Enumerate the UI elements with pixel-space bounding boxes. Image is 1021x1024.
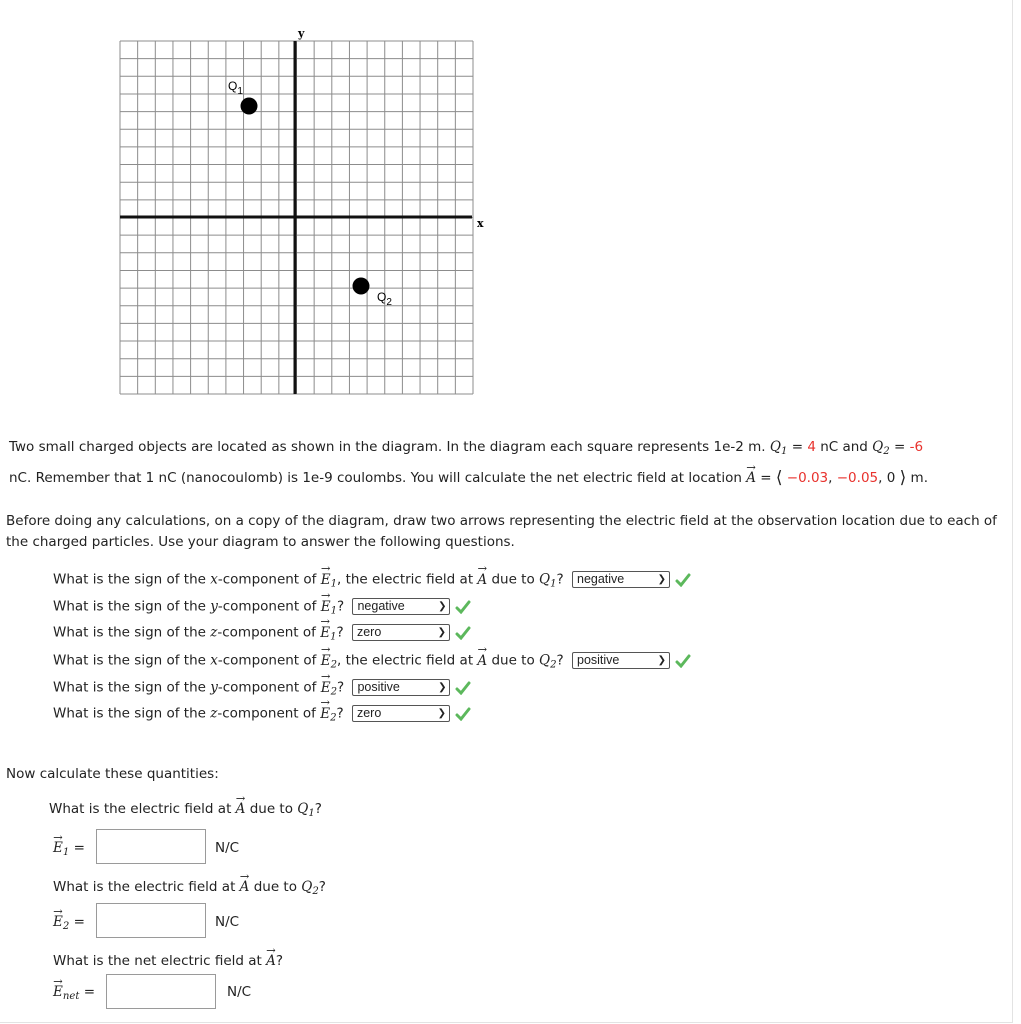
check-icon (455, 626, 471, 640)
chevron-down-icon: ❯ (437, 627, 446, 638)
chevron-down-icon: ❯ (438, 682, 447, 693)
x-axis-label: x (477, 217, 484, 230)
e2-input[interactable] (96, 903, 206, 938)
sign-question-6: What is the sign of the z-component of → $E_2$? zero ❯ (53, 705, 471, 722)
location-z: 0 (886, 470, 896, 486)
y-axis-label: y (298, 27, 305, 40)
check-icon (455, 707, 471, 721)
charge-q2-label: $Q_2$ (377, 290, 392, 308)
location-unit: m. (910, 470, 928, 486)
e2-unit: N/C (215, 914, 240, 930)
check-icon (675, 654, 691, 668)
sign-question-3: What is the sign of the z-component of → $E_1$? zero ❯ (53, 624, 471, 641)
check-icon (455, 681, 471, 695)
sign-select-e2-x[interactable]: positive ❯ (572, 652, 670, 669)
intro-line-2: nC. Remember that 1 nC (nanocoulomb) is 1e-9 coulombs. You will calculate the net electric field at location → A = ⟨ −0.03, −0.05, 0 ⟩ m. (9, 468, 928, 488)
e1-input[interactable] (96, 829, 206, 864)
charge-q1-label: $Q_1$ (228, 79, 243, 97)
chevron-down-icon: ❯ (438, 601, 447, 612)
intro-text-a: Two small charged objects are located as shown in the diagram. In the diagram each square represents 1e-2 m. (9, 439, 766, 455)
chevron-down-icon: ❯ (437, 708, 446, 719)
e1-question: What is the electric field at → A due to $Q_1$? (49, 801, 322, 817)
check-icon (675, 573, 691, 587)
location-x: −0.03 (786, 470, 829, 486)
chevron-down-icon: ❯ (657, 574, 666, 585)
q2-symbol: $Q_2$ (872, 439, 890, 458)
sign-question-4: What is the sign of the x-component of → $E_2$, the electric field at → A due to $Q_2$? positive ❯ (53, 652, 691, 669)
intro-line-1: Two small charged objects are located as shown in the diagram. In the diagram each square represents 1e-2 m. $Q_1 = 4$ nC and $Q_2 = -6$ (9, 439, 924, 458)
sign-question-2: What is the sign of the y-component of → $E_1$? negative ❯ (53, 598, 471, 615)
e1-label: → $E_1$ = (53, 840, 85, 856)
location-y: −0.05 (836, 470, 879, 486)
enet-unit: N/C (227, 984, 252, 1000)
e2-question: What is the electric field at → A due to $Q_2$? (53, 879, 326, 895)
sign-select-e1-z[interactable]: zero ❯ (352, 624, 450, 641)
enet-question: What is the net electric field at → A? (53, 953, 283, 969)
instructions: Before doing any calculations, on a copy of the diagram, draw two arrows representing the electric field at the observation location due to each of the charged particles. Use your diagram to answer the following questions. (6, 513, 997, 550)
e1-unit: N/C (215, 840, 240, 856)
sign-select-e1-x[interactable]: negative ❯ (572, 571, 670, 588)
charge-q1 (241, 98, 258, 115)
sign-select-e1-y[interactable]: negative ❯ (352, 598, 450, 615)
enet-input[interactable] (106, 974, 216, 1009)
calc-heading: Now calculate these quantities: (6, 766, 219, 782)
q1-value: 4 (807, 439, 816, 455)
q2-value: -6 (909, 439, 924, 455)
location-a-symbol: → A (746, 470, 756, 486)
sign-question-5: What is the sign of the y-component of → $E_2$? positive ❯ (53, 679, 471, 696)
chevron-down-icon: ❯ (657, 655, 666, 666)
charge-q2 (353, 278, 370, 295)
charge-diagram (0, 0, 500, 400)
sign-select-e2-z[interactable]: zero ❯ (352, 705, 450, 722)
sign-question-1: What is the sign of the x-component of → $E_1$, the electric field at → A due to $Q_1$? negative ❯ (53, 571, 691, 588)
e2-label: → $E_2$ = (53, 914, 85, 930)
enet-label: → $E_{net}$ = (53, 984, 95, 1000)
sign-select-e2-y[interactable]: positive ❯ (352, 679, 450, 696)
q1-symbol: $Q_1$ (769, 439, 788, 458)
check-icon (455, 600, 471, 614)
intro-text-b: nC. Remember that 1 nC (nanocoulomb) is 1e-9 coulombs. You will calculate the net electric field at location (9, 470, 742, 486)
